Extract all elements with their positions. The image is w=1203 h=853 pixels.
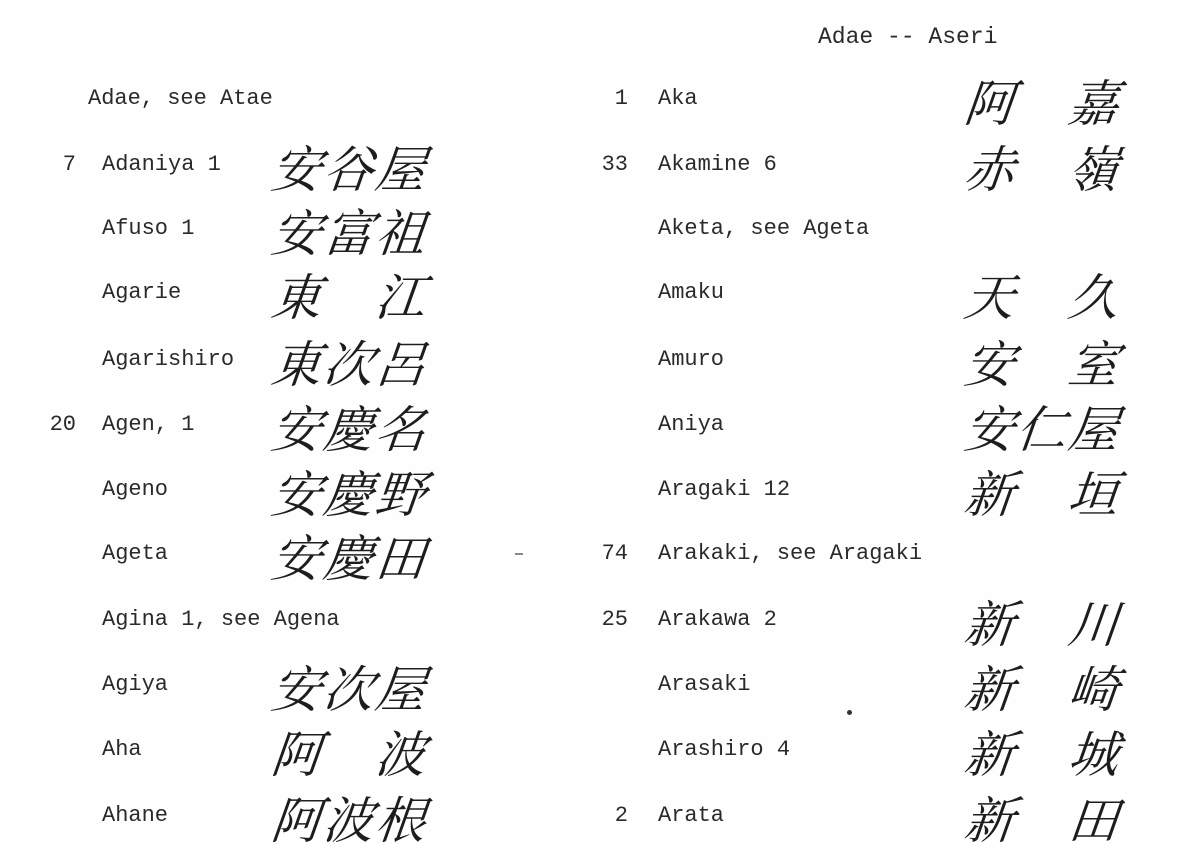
entry-name: Agiya [102,672,169,697]
handwritten-kanji: 安慶野 [268,466,431,524]
handwritten-kanji: 東次呂 [268,336,431,394]
entry-name: Arasaki [658,672,751,697]
entry-name: Akamine 6 [658,152,777,177]
page-header: Adae -- Aseri [818,24,998,50]
handwritten-kanji: 安仁屋 [961,401,1124,459]
entry-name: Arakawa 2 [658,607,777,632]
entry-name: Afuso 1 [102,216,195,241]
entry-name: Adae, see Atae [88,86,273,111]
handwritten-kanji: 新 川 [961,596,1124,654]
handwritten-kanji: 安次屋 [268,661,431,719]
entry-name: Ahane [102,803,169,828]
entry-name: Aragaki 12 [658,477,791,502]
handwritten-kanji: 新 崎 [961,661,1124,719]
entry-name: Arakaki, see Aragaki [658,541,923,566]
entry-count: 74 [601,541,628,566]
entry-name: Aka [658,86,698,111]
stray-dot [847,710,852,715]
handwritten-kanji: 阿波根 [268,792,431,850]
handwritten-kanji: 阿 嘉 [961,75,1124,133]
entry-count: 20 [49,412,76,437]
entry-name: Aha [102,737,142,762]
handwritten-kanji: 新 田 [961,792,1124,850]
entry-name: Amuro [658,347,725,372]
entry-count: 7 [62,152,76,177]
entry-name: Agarie [102,280,182,305]
handwritten-kanji: 東 江 [268,269,431,327]
entry-name: Adaniya 1 [102,152,221,177]
handwritten-kanji: 安谷屋 [268,141,431,199]
entry-name: Amaku [658,280,725,305]
entry-count: 25 [601,607,628,632]
stray-mark [515,553,523,555]
handwritten-kanji: 赤 嶺 [961,141,1124,199]
entry-name: Agen, 1 [102,412,195,437]
entry-name: Ageno [102,477,169,502]
entry-name: Agarishiro [102,347,235,372]
entry-name: Arata [658,803,725,828]
entry-count: 33 [601,152,628,177]
entry-count: 2 [614,803,628,828]
handwritten-kanji: 阿 波 [268,726,431,784]
entry-count: 1 [614,86,628,111]
handwritten-kanji: 新 垣 [961,466,1124,524]
entry-name: Aketa, see Ageta [658,216,870,241]
handwritten-kanji: 天 久 [961,269,1124,327]
handwritten-kanji: 安慶田 [268,530,431,588]
handwritten-kanji: 新 城 [961,726,1124,784]
entry-name: Aniya [658,412,725,437]
handwritten-kanji: 安慶名 [268,401,431,459]
entry-name: Agina 1, see Agena [102,607,340,632]
handwritten-kanji: 安富祖 [268,205,431,263]
entry-name: Ageta [102,541,169,566]
entry-name: Arashiro 4 [658,737,791,762]
handwritten-kanji: 安 室 [961,336,1124,394]
